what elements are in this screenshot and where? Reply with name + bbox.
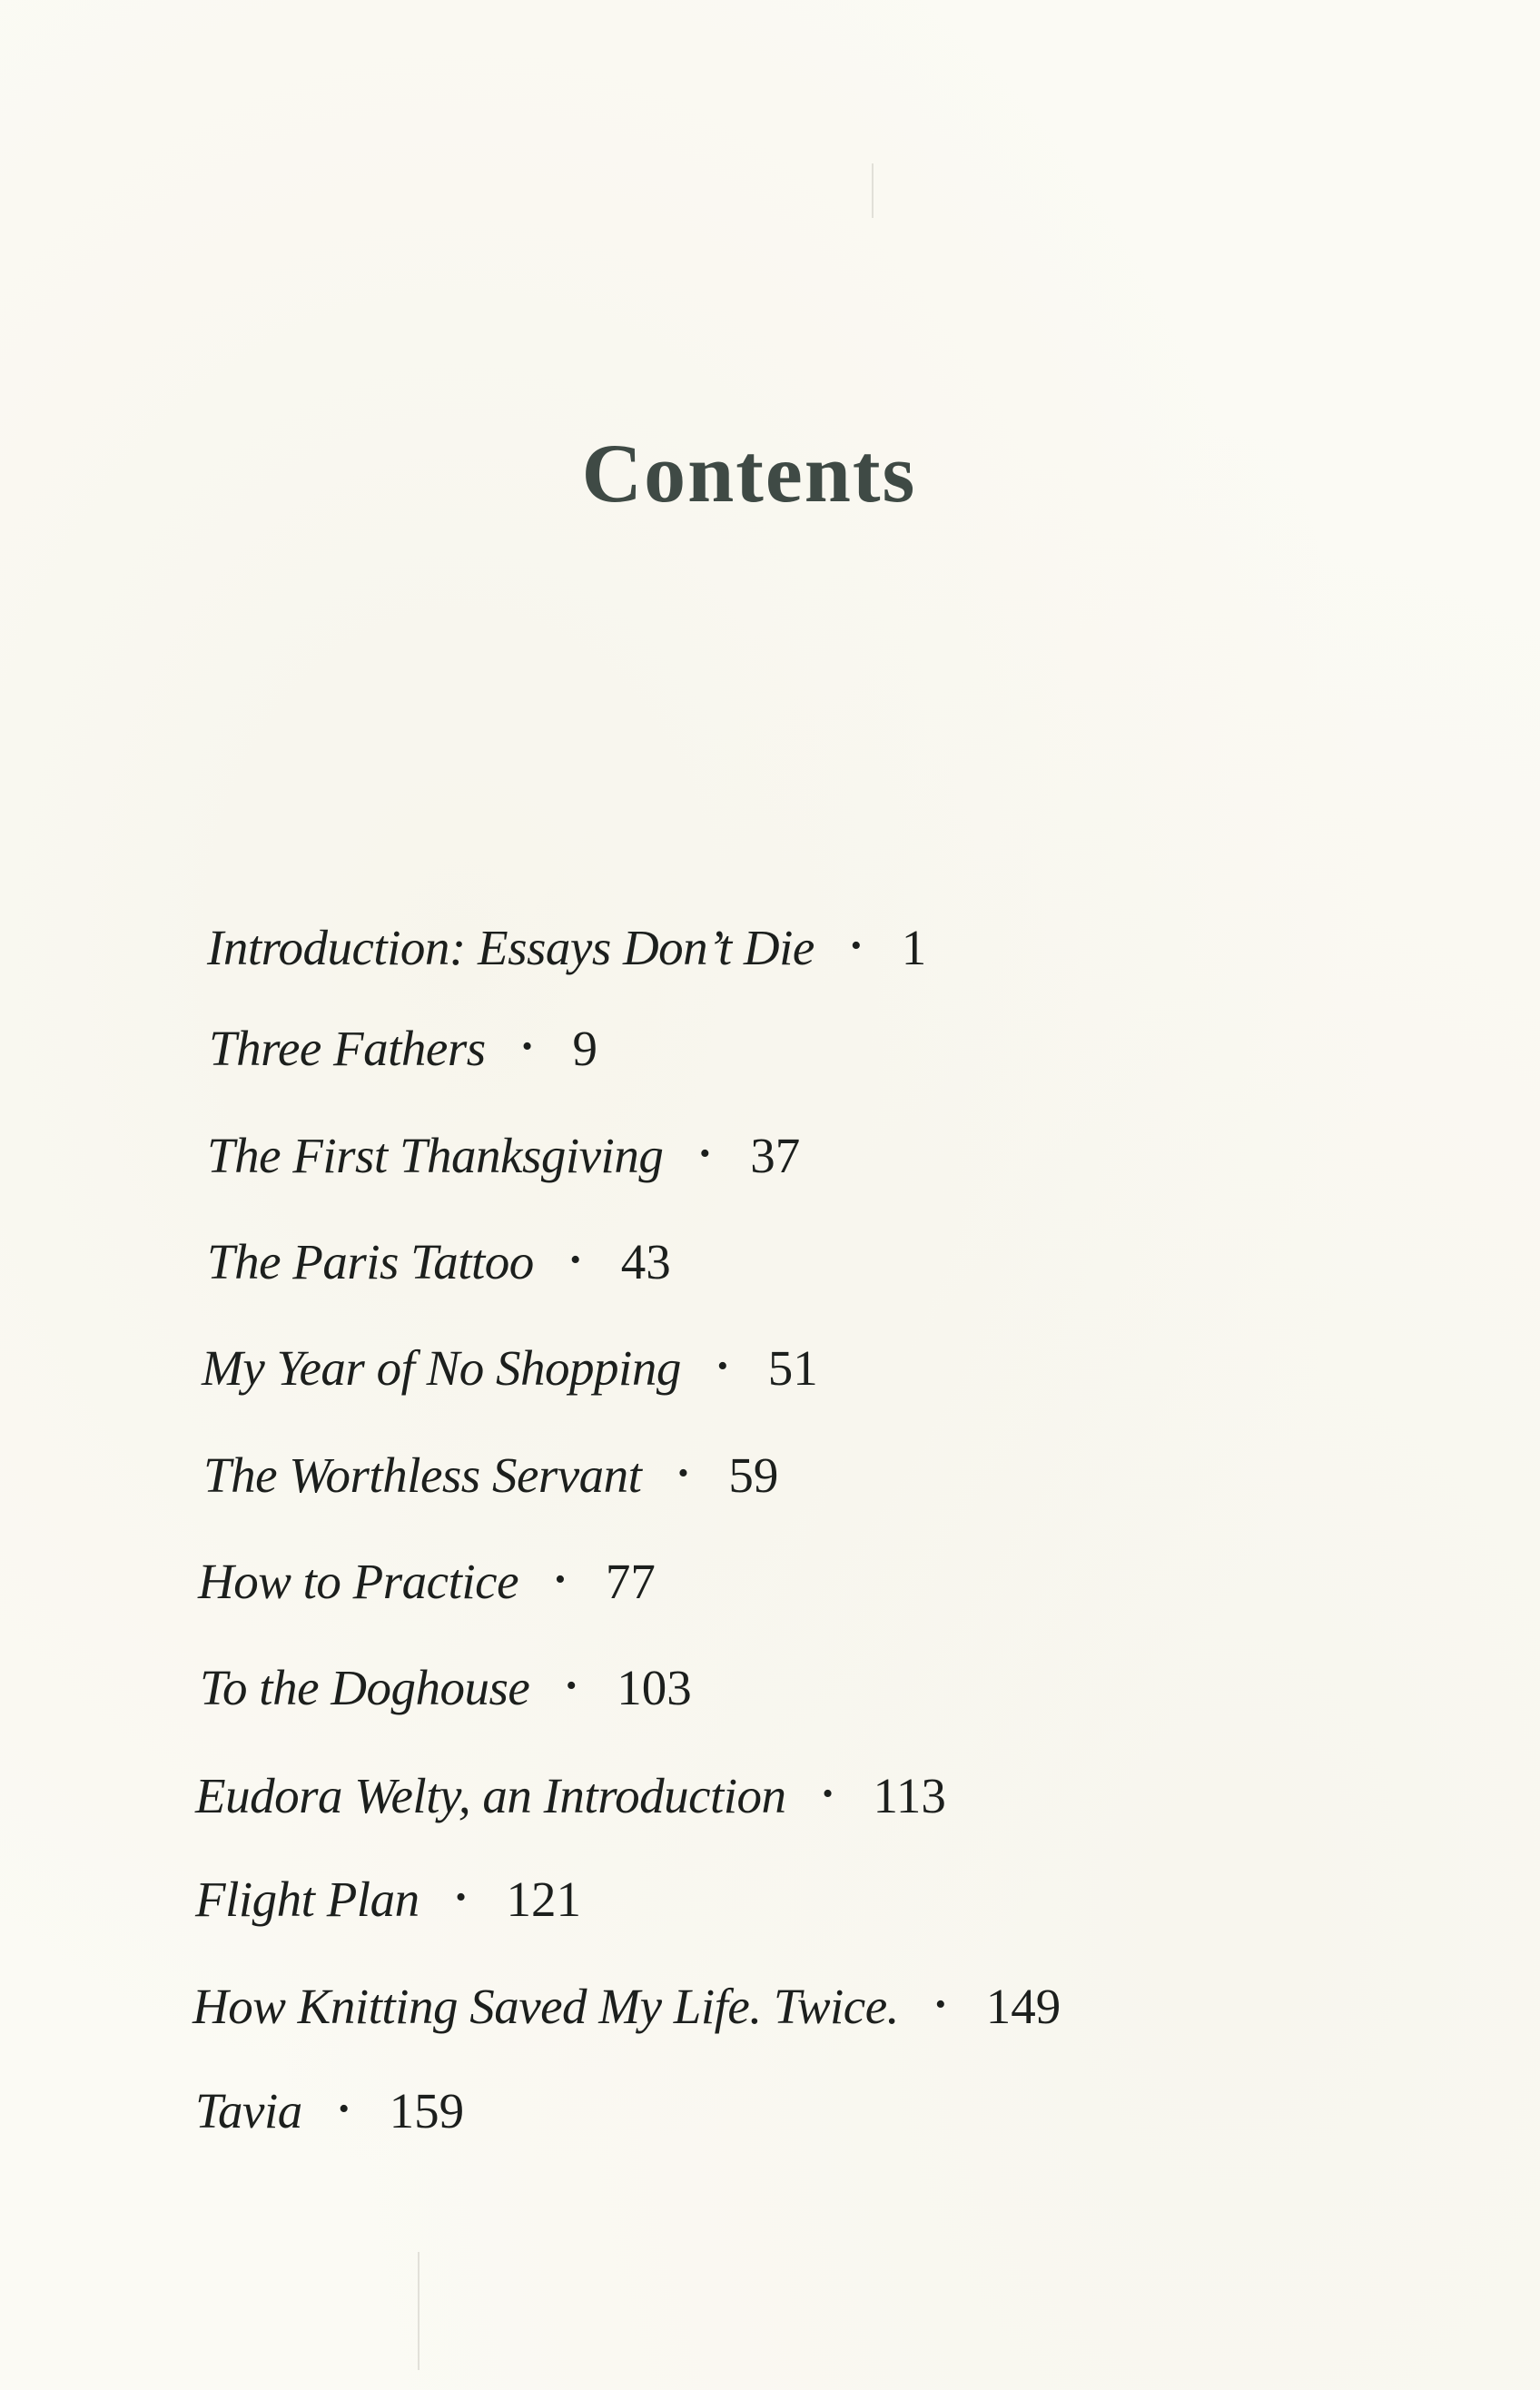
toc-entry[interactable] [195,1868,581,1931]
bullet-separator: • [338,2092,350,2126]
toc-entry[interactable] [192,1975,1061,2039]
toc-entry-title: Introduction: Essays Don’t Die [207,920,814,975]
toc-entry-page: 103 [617,1660,692,1715]
toc-entry-page: 159 [389,2083,465,2138]
toc-entry[interactable] [207,916,926,980]
toc-entry-title: Tavia [195,2083,302,2138]
bullet-separator: • [521,1030,533,1063]
bullet-separator: • [554,1563,566,1596]
toc-entry-title: My Year of No Shopping [202,1340,681,1396]
toc-entry-title: The Paris Tattoo [207,1234,534,1289]
toc-entry-title: Three Fathers [209,1021,486,1076]
toc-entry[interactable] [195,2079,464,2143]
bullet-separator: • [716,1349,728,1383]
toc-entry-title: Eudora Welty, an Introduction [195,1768,786,1823]
toc-entry-page: 9 [572,1021,598,1076]
toc-entry[interactable] [202,1337,818,1400]
toc-entry[interactable] [198,1550,656,1614]
bullet-separator: • [822,1777,834,1811]
toc-entry-page: 43 [620,1234,671,1289]
toc-entry-page: 51 [767,1340,818,1396]
toc-entry-title: The First Thanksgiving [207,1128,664,1183]
toc-entry-title: Flight Plan [195,1872,420,1927]
toc-entry-title: The Worthless Servant [203,1447,642,1503]
toc-entry-page: 121 [506,1872,581,1927]
toc-entry-page: 37 [750,1128,801,1183]
toc-entry[interactable] [195,1764,946,1828]
toc-entry-title: How to Practice [198,1554,518,1609]
bullet-separator: • [934,1988,946,2021]
bullet-separator: • [850,929,862,963]
toc-entry-title: To the Doghouse [200,1660,530,1715]
toc-entry-title: How Knitting Saved My Life. Twice. [192,1979,899,2034]
bullet-separator: • [455,1881,467,1914]
bullet-separator: • [699,1137,711,1170]
toc-entry[interactable] [200,1656,692,1720]
toc-entry-page: 77 [605,1554,656,1609]
bullet-separator: • [569,1243,581,1277]
toc-entry[interactable] [203,1444,778,1507]
toc-entry-page: 113 [873,1768,946,1823]
bullet-separator: • [677,1457,689,1490]
page-title: Contents [581,427,917,519]
toc-entry-page: 149 [985,1979,1061,2034]
toc-entry-page: 1 [901,920,927,975]
bullet-separator: • [566,1669,578,1703]
toc-entry[interactable] [207,1230,671,1294]
toc-entry-page: 59 [728,1447,779,1503]
toc-entry[interactable] [207,1124,800,1188]
toc-entry[interactable] [209,1017,597,1081]
